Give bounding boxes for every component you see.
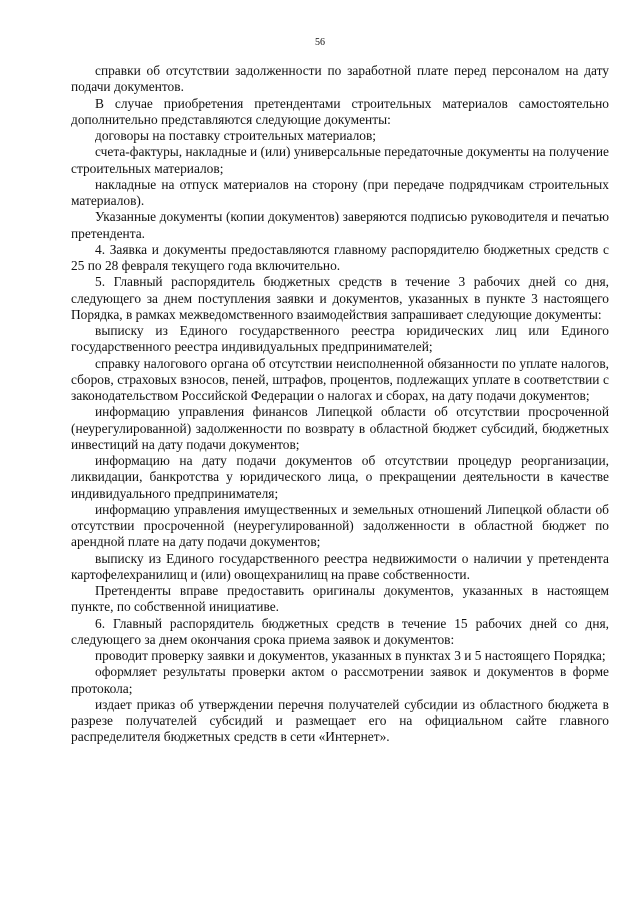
paragraph: информацию управления имущественных и земельных отношений Липецкой области об отсутствии просроченной (неурегулированной) задолженности в областной бюджет по арендной плате на дату подачи документов;: [71, 501, 609, 550]
paragraph: договоры на поставку строительных материалов;: [95, 128, 376, 143]
paragraph: информацию на дату подачи документов об отсутствии процедур реорганизации, ликвидации, банкротства у юридического лица, о прекращении деятельности в качестве индивидуального предпринимателя;: [71, 453, 609, 501]
paragraph: оформляет результаты проверки актом о рассмотрении заявок и документов в форме протокола;: [71, 664, 609, 696]
paragraph: выписку из Единого государственного реестра юридических лиц или Единого государственного реестра индивидуальных предпринимателей;: [71, 323, 609, 355]
paragraph: выписку из Единого государственного реестра недвижимости о наличии у претендента картофелехранилищ и (или) овощехранилищ на праве собственности.: [71, 550, 609, 582]
paragraph: счета-фактуры, накладные и (или) универсальные передаточные документы на получение строительных материалов;: [71, 144, 609, 176]
paragraph: Указанные документы (копии документов) заверяются подписью руководителя и печатью претендента.: [71, 209, 609, 241]
paragraph: информацию управления финансов Липецкой области об отсутствии просроченной (неурегулированной) задолженности по возврату в областной бюджет субсидий, бюджетных инвестиций на дату подачи документов;: [71, 404, 609, 452]
paragraph: 5. Главный распорядитель бюджетных средств в течение 3 рабочих дней со дня, следующего за днем поступления заявки и документов, указанных в пункте 3 настоящего Порядка, в рамках межведомственного взаимодействия запрашивает следующие документы:: [71, 274, 609, 322]
paragraph: справки об отсутствии задолженности по заработной плате перед персоналом на дату подачи документов.: [71, 63, 609, 95]
paragraph: 4. Заявка и документы предоставляются главному распорядителю бюджетных средств с 25 по 28 февраля текущего года включительно.: [71, 241, 609, 273]
paragraph: проводит проверку заявки и документов, указанных в пунктах 3 и 5 настоящего Порядка;: [95, 648, 606, 663]
paragraph: 6. Главный распорядитель бюджетных средств в течение 15 рабочих дней со дня, следующего за днем окончания срока приема заявок и документов:: [71, 615, 609, 647]
paragraph: издает приказ об утверждении перечня получателей субсидии из областного бюджета в разрезе получателей субсидий и размещает его на официальном сайте главного распределителя бюджетных средств в сети «Интернет».: [71, 696, 609, 745]
paragraph: справку налогового органа об отсутствии неисполненной обязанности по уплате налогов, сборов, страховых взносов, пеней, штрафов, процентов, подлежащих уплате в соответствии с законодательством Российской Федерации о налогах и сборах, на дату подачи документов;: [71, 355, 609, 403]
document-body: [71, 63, 609, 746]
paragraph: накладные на отпуск материалов на сторону (при передаче подрядчикам строительных материалов).: [71, 176, 609, 208]
page-number: 56: [315, 37, 325, 48]
paragraph: Претенденты вправе предоставить оригиналы документов, указанных в настоящем пункте, по собственной инициативе.: [71, 583, 609, 615]
paragraph: В случае приобретения претендентами строительных материалов самостоятельно дополнительно представляются следующие документы:: [71, 95, 609, 127]
